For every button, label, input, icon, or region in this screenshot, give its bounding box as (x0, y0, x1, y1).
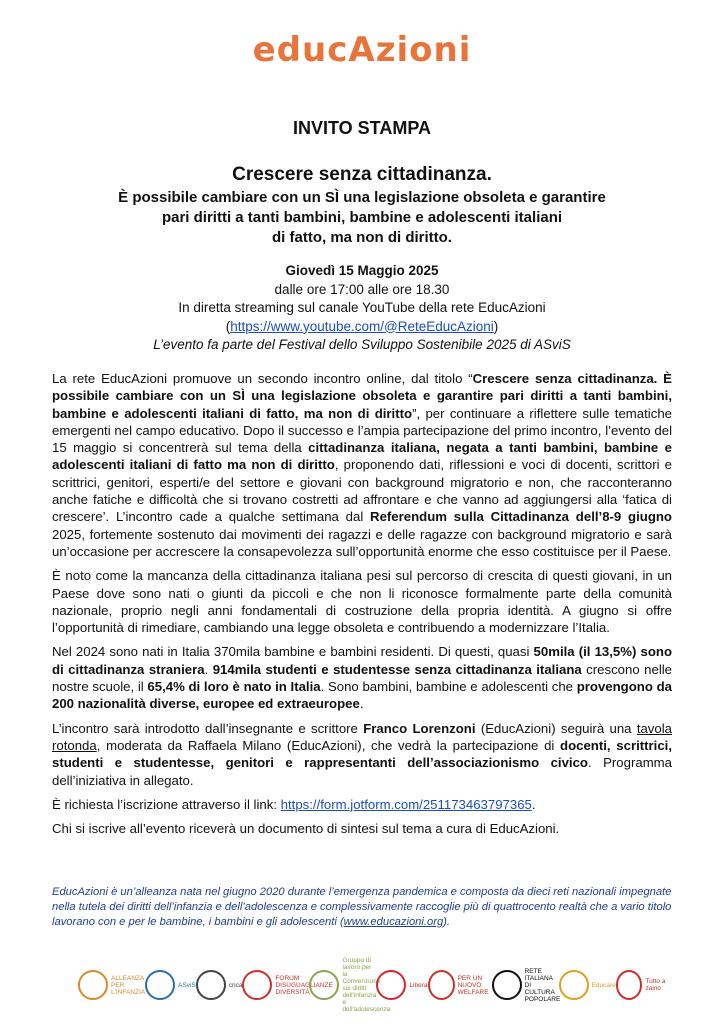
partner-badge-icon (196, 970, 226, 1000)
footer-note (52, 885, 672, 930)
text-run: È richiesta l’iscrizione attraverso il link: (52, 796, 281, 812)
text-run: . Programma dell’iniziativa in allegato. (52, 755, 673, 788)
underline-run: tavola rotonda (52, 720, 673, 753)
paragraph-note: Chi si iscrive all’evento riceverà un documento di sintesi sul tema a cura di EducAzioni. (52, 821, 560, 837)
bold-run: Franco Lorenzoni (363, 720, 476, 736)
paragraph-program (52, 720, 672, 789)
partner-logo-alleanza-infanzia (78, 970, 145, 1000)
subtitle-line: pari diritti a tanti bambini, bambine e adolescenti italiani (161, 209, 563, 226)
partner-logo-nuovo-welfare (428, 970, 492, 1000)
event-time: dalle ore 17:00 alle ore 18.30 (274, 281, 450, 297)
partner-badge-icon (242, 970, 272, 1000)
bold-run: 65,4% di loro è nato in Italia (147, 679, 321, 695)
partner-badge-icon (492, 970, 522, 1000)
registration-link[interactable]: https://form.jotform.com/251173463797365 (280, 796, 532, 812)
partner-label: Gruppo di lavoro per la Convenzione sui diritti dell'infanzia e dell'adolescenza (342, 957, 391, 1013)
footer-end: ). (443, 916, 451, 928)
partner-label: cnca (228, 981, 243, 989)
event-details (80, 262, 644, 355)
paragraph-statistics (52, 643, 672, 712)
partner-label: ALLEANZA PER L'INFANZIA (111, 974, 146, 996)
event-festival: L’evento fa parte del Festival dello Sviluppo Sostenibile 2025 di ASviS (153, 337, 571, 352)
partner-logo-educare (559, 970, 616, 1000)
text-run: . (359, 696, 364, 712)
bold-run: docenti, scrittrici, studenti e studentesse, genitori e rappresentanti dell’associazionismo civico (52, 737, 672, 771)
bold-run: cittadinanza italiana, negata a tanti bambini, bambine e adolescenti italiani di fatto ma non di diritto (52, 440, 672, 473)
text-run: Nel 2024 sono nati in Italia 370mila bambine e bambini residenti. Di questi, quasi (52, 644, 534, 660)
subtitle (80, 188, 644, 248)
partner-label: Libera (409, 981, 428, 989)
text-run: , moderata da Raffaela Milano (EducAzioni), che vedrà la partecipazione di (96, 737, 561, 753)
subtitle-line: di fatto, ma non di diritto. (272, 229, 452, 246)
partner-label: Tutto a zaino (645, 978, 666, 992)
partner-badge-icon (428, 970, 455, 1000)
paren-close: ) (493, 318, 499, 334)
bold-run: Crescere senza cittadinanza. È possibile cambiare con un SÌ una legislazione obsoleta e garantire pari diritti a tanti bambini, bambine e adolescenti italiani di fatto, ma non di diritto (52, 371, 672, 421)
partner-label: Educare (591, 981, 616, 989)
partner-badge-icon (616, 970, 643, 1000)
partner-label: RETE ITALIANA DI CULTURA POPOLARE (524, 967, 561, 1003)
text-run: crescono nelle nostre scuole, il (52, 661, 673, 695)
partner-badge-icon (309, 970, 339, 1000)
educazioni-logo: educAzioni (252, 30, 472, 70)
text-run: . Sono bambini, bambine e adolescenti che (320, 679, 577, 695)
text-run: . (204, 661, 213, 677)
partner-logo-tuttoazaino (616, 970, 678, 1000)
page-title: Crescere senza cittadinanza. (232, 164, 492, 185)
text-run: , proponendo dati, riflessioni e voci di docenti, scrittori e scrittrici, genitori, esperti/e del settore e giovani con background migratorio e non, che racconteranno anche fatiche e difficoltà che si trovano costretti ad affrontare e che vanno ad aggiungersi alla ‘fatica di crescere’. L’incontro cade a qualche settimana dal (52, 457, 673, 525)
press-release-body (52, 370, 672, 844)
bold-run: Referendum sulla Cittadinanza dell’8-9 giugno (370, 509, 672, 525)
invito-stampa-heading: INVITO STAMPA (292, 118, 431, 138)
partner-logo-libera (376, 970, 427, 1000)
partner-logo-rete-cultura-popolare (492, 968, 559, 1003)
partner-label: ASviS (178, 981, 196, 989)
partner-logos (78, 957, 678, 1013)
partner-logo-forum-disuguaglianze (242, 970, 333, 1000)
event-date: Giovedì 15 Maggio 2025 (285, 263, 439, 278)
text-run: La rete EducAzioni promuove un secondo incontro online, dal titolo “ (52, 371, 473, 386)
text-run: (EducAzioni) seguirà una (475, 720, 637, 736)
text-run: L’incontro sarà introdotto dall’insegnante e scrittore (52, 720, 364, 736)
partner-label: PER UN NUOVO WELFARE (457, 974, 489, 996)
partner-badge-icon (145, 970, 175, 1000)
paragraph-registration (52, 796, 672, 813)
partner-badge-icon (78, 970, 108, 1000)
partner-label: FORUM DISUGUAGLIANZE DIVERSITÀ (275, 974, 333, 996)
paragraph-context: È noto come la mancanza della cittadinanza italiana pesi sul percorso di crescita di questi giovani, in un Paese dove sono nati o giunti da piccoli e che non li riconosce formalmente parte della comunità nazionale, proprio negli anni fondamentali di costruzione della propria identità. A giugno si offre l’opportunità di rimediare, cambiando una legge obsoleta e contribuendo a modernizzare l’Italia. (52, 568, 672, 636)
text-run: 2025, fortemente sostenuto dai movimenti dei ragazzi e delle ragazze con background migratorio e sarà un’occasione per accrescere la consapevolezza sull’opportunità enorme che esso costituisce per il Paese. (52, 526, 672, 559)
bold-run: provengono da 200 nazionalità diverse, europee ed extraeuropee (52, 679, 672, 712)
bold-run: 914mila studenti e studentesse senza cittadinanza italiana (212, 661, 582, 677)
partner-badge-icon (376, 970, 406, 1000)
partner-logo-gruppo-crc (309, 957, 391, 1013)
event-link-line (80, 318, 644, 337)
bold-run: 50mila (il 13,5%) sono di cittadinanza straniera (52, 644, 672, 677)
paren-open: ( (225, 318, 231, 334)
partner-logo-cnca (196, 970, 243, 1000)
text-run: ”, per continuare a riflettere sulle tematiche emergenti nel campo educativo. Dopo il successo e l’ampia partecipazione del primo incontro, l’evento del 15 maggio si concentrerà sul tema della (52, 405, 672, 456)
footer-text: EducAzioni è un’alleanza nata nel giugno 2020 durante l’emergenza pandemica e composta da dieci reti nazionali impegnate nella tutela dei diritti dell’infanzia e dell’adolescenza e complessivamente raccoglie più di quattrocento realtà che a vario titolo lavorano con e per le bambine, i bambini e gli adolescenti ( (52, 886, 672, 928)
partner-logo-asvis (145, 970, 196, 1000)
youtube-link[interactable]: https://www.youtube.com/@ReteEducAzioni (230, 318, 494, 334)
event-streaming: In diretta streaming sul canale YouTube della rete EducAzioni (178, 300, 546, 315)
text-run: . (531, 796, 536, 812)
paragraph-intro (52, 370, 672, 560)
website-link[interactable]: www.educazioni.org (343, 916, 444, 928)
partner-badge-icon (559, 970, 589, 1000)
subtitle-line: È possibile cambiare con un SÌ una legislazione obsoleta e garantire (118, 189, 606, 206)
